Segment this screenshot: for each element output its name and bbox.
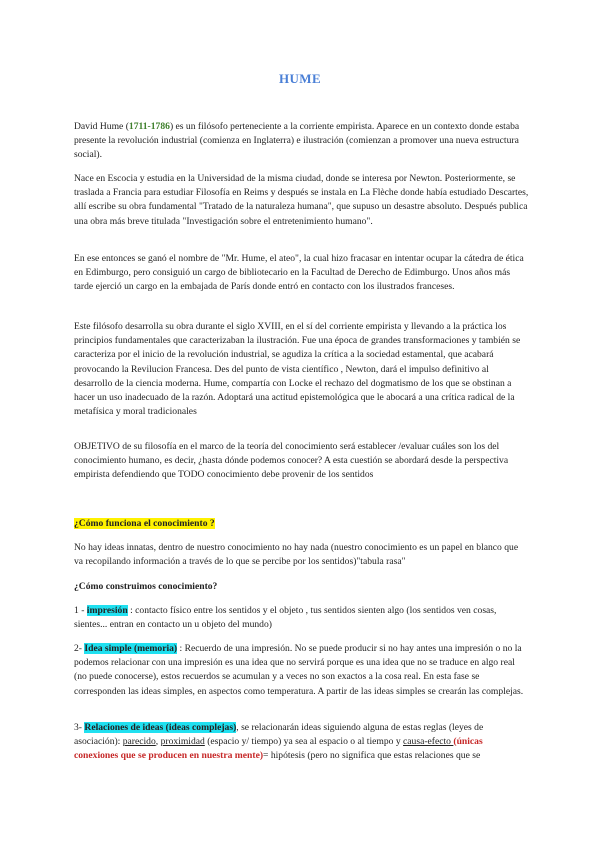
law-similarity: parecido [122, 736, 156, 748]
list-item-impression [74, 604, 529, 632]
paragraph-intro [74, 120, 529, 163]
page-title: HUME [278, 71, 322, 86]
paragraph-context: Este filósofo desarrolla su obra durante el siglo XVIII, en el sí del corriente empirista y llevando a la práctica los principios fundamentales que caracterizaban la ilustración. Fue una época de grandes transformaciones y también se caracteriza por el inicio de la revolución industrial, se agudiza la crítica a la sociedad estamental, que acabará provocando la Revilucion Francesa. Des del punto de vista científico , Newton, dará el impulso definitivo al desarrollo de la ciencia moderna. Hume, compartía con Locke el rechazo del dogmatismo de los que se obstinan a hacer un uso inadecuado de la razón. Adoptará una actitud epistemológica que le abocará a una crítica radical de la metafísica y moral tradicionales [74, 321, 521, 418]
term-complex-ideas: Relaciones de ideas (ideas complejas) [84, 722, 237, 733]
paragraph-tabula-rasa: No hay ideas innatas, dentro de nuestro conocimiento no hay nada (nuestro conocimiento es un papel en blanco que va recopilando información a través de lo que se percibe por los sentidos)"tabula rasa" [74, 542, 519, 568]
law-proximity: proximidad [160, 736, 205, 748]
item-text-1: , se relacionarán ideas siguiendo alguna de estas reglas (leyes de asociación): [74, 722, 484, 748]
item-text-2: , [155, 736, 161, 748]
heading-text: ¿Cómo funciona el conocimiento ? [74, 518, 215, 529]
intro-text-b: ) es un filósofo perteneciente a la corriente empirista. Aparece en un contexto donde estaba presente la revolución industrial (comienza en Inglaterra) e ilustración (comienzan a promover una nueva estructura social). [74, 121, 520, 161]
list-item-complex-ideas [74, 721, 529, 764]
item-number: 2- [74, 643, 85, 654]
item-text-3: (espacio y/ tiempo) ya sea al espacio o al tiempo y [204, 736, 404, 748]
term-impression: impresión [86, 605, 128, 616]
item-number: 1 - [74, 605, 87, 616]
law-cause-effect: causa-efecto [403, 736, 454, 748]
item-text: : contacto físico entre los sentidos y el objeto , tus sentidos sienten algo (los sentidos ven cosas, sientes... entran en contacto un u objeto del mundo) [74, 605, 497, 631]
item-text: : Recuerdo de una impresión. No se puede producir si no hay antes una impresión o no la podemos relacionar con una impresión es una idea que no servirá porque es una idea que no se traduce en algo real (no puede conocerse), estos recuerdos se acumulan y a veces no son exactos a la cosa real. En esta fase se corresponden las ideas simples, en aspectos como temperatura. A partir de las ideas simples se crearán las complejas. [74, 643, 524, 697]
paragraph-atheist: En ese entonces se ganó el nombre de "Mr. Hume, el ateo", la cual hizo fracasar en intentar ocupar la cátedra de ética en Edimburgo, pero consiguió un cargo de bibliotecario en la Facultad de Derecho de Edimburgo. Unos años más tarde ejerció un cargo en la embajada de París donde entró en contacto con los ilustrados franceses. [74, 253, 524, 293]
life-dates: 1711-1786 [128, 121, 170, 132]
intro-text-a: David Hume ( [74, 121, 129, 132]
item-text-4: = hipótesis (pero no significa que estas relaciones que se [263, 750, 481, 762]
paragraph-objective: OBJETIVO de su filosofía en el marco de la teoría del conocimiento será establecer /evaluar cuáles son los del conocimiento humano, es decir, ¿hasta dónde podemos conocer? A esta cuestión se abordará desde la perspectiva empirista defendiendo que TODO conocimiento debe provenir de los sentidos [74, 441, 509, 481]
paragraph-biography: Nace en Escocia y estudia en la Universidad de la misma ciudad, donde se interesa por Newton. Posteriormente, se traslada a Francia para estudiar Filosofía en Reims y después se instala en La Flèche donde había estudiado Descartes, allí escribe su obra fundamental "Tratado de la naturaleza humana", que supuso un desastre absoluto. Después publica una obra más breve titulada "Investigación sobre el entretenimiento humano". [74, 173, 529, 227]
list-item-simple-idea [74, 642, 529, 699]
term-simple-idea: Idea simple (memoria) [84, 643, 178, 654]
note-unique-connections: (únicas conexiones que se producen en nuestra mente) [74, 736, 483, 762]
heading-how-knowledge-works [74, 517, 529, 531]
item-number: 3- [74, 722, 85, 733]
heading-build-knowledge: ¿Cómo construimos conocimiento? [74, 581, 218, 592]
